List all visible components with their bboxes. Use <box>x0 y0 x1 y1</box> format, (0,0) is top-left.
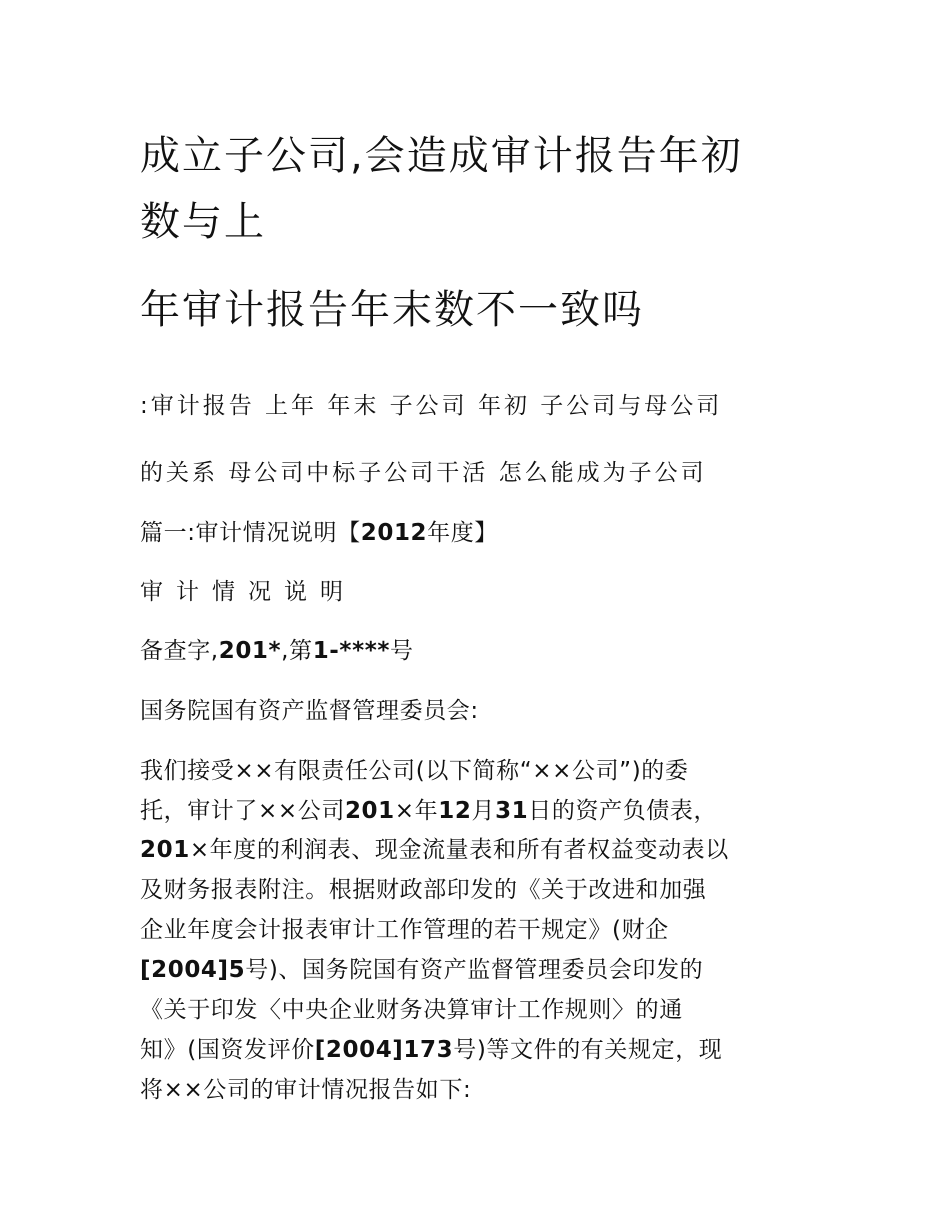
title-line-3: 年审计报告年末数不一致吗 <box>140 287 644 333</box>
title-line-2: 数与上 <box>140 199 266 245</box>
p2-text-g: 日的资产负债表， <box>528 798 718 824</box>
ref-prefix: 备查字, <box>140 638 219 664</box>
paragraph-line-2 <box>140 796 717 826</box>
section-heading <box>140 518 498 548</box>
ref-mid: ,第 <box>281 638 313 664</box>
p2-text-a: 托，审计了××公司 <box>140 798 345 824</box>
section-heading-year: 2012 <box>360 520 428 546</box>
section-subheading: 审计情况说明 <box>140 579 356 605</box>
p8-doc-num: [2004]173 <box>314 1037 454 1063</box>
p2-text-c: ×年 <box>394 798 439 824</box>
paragraph-line-9: 将××公司的审计情况报告如下: <box>140 1077 472 1103</box>
reference-number <box>140 636 414 666</box>
p6-text: 号)、国务院国有资产监督管理委员会印发的 <box>245 957 704 983</box>
paragraph-line-1: 我们接受××有限责任公司(以下简称“××公司”)的委 <box>140 758 689 784</box>
keywords-line-1: :审计报告 上年 年末 子公司 年初 子公司与母公司 <box>140 393 723 419</box>
paragraph-line-8 <box>140 1035 722 1065</box>
paragraph-line-5: 企业年度会计报表审计工作管理的若干规定》(财企 <box>140 917 669 943</box>
section-heading-suffix: 年度】 <box>427 520 498 546</box>
paragraph-line-6 <box>140 955 703 985</box>
p8-text-a: 知》(国资发评价 <box>140 1037 315 1063</box>
p3-num-year: 201 <box>140 837 190 863</box>
addressee: 国务院国有资产监督管理委员会: <box>140 698 479 724</box>
ref-suffix: 号 <box>389 638 414 664</box>
p6-doc-num: [2004]5 <box>140 957 246 983</box>
ref-year: 201* <box>218 638 282 664</box>
p2-num-day: 31 <box>495 798 529 824</box>
p3-text: ×年度的利润表、现金流量表和所有者权益变动表以 <box>189 837 729 863</box>
paragraph-line-4: 及财务报表附注。根据财政部印发的《关于改进和加强 <box>140 877 707 903</box>
title-line-1: 成立子公司,会造成审计报告年初 <box>140 133 743 179</box>
p2-num-month: 12 <box>438 798 472 824</box>
paragraph-line-7: 《关于印发〈中央企业财务决算审计工作规则〉的通 <box>140 997 683 1023</box>
p2-text-e: 月 <box>471 798 496 824</box>
p2-num-year: 201 <box>344 798 395 824</box>
p8-text-c: 号)等文件的有关规定，现 <box>453 1037 723 1063</box>
section-heading-prefix: 篇一:审计情况说明【 <box>140 520 361 546</box>
paragraph-line-3 <box>140 835 729 865</box>
keywords-line-2: 的关系 母公司中标子公司干活 怎么能成为子公司 <box>140 460 707 486</box>
ref-num: 1-**** <box>312 638 390 664</box>
